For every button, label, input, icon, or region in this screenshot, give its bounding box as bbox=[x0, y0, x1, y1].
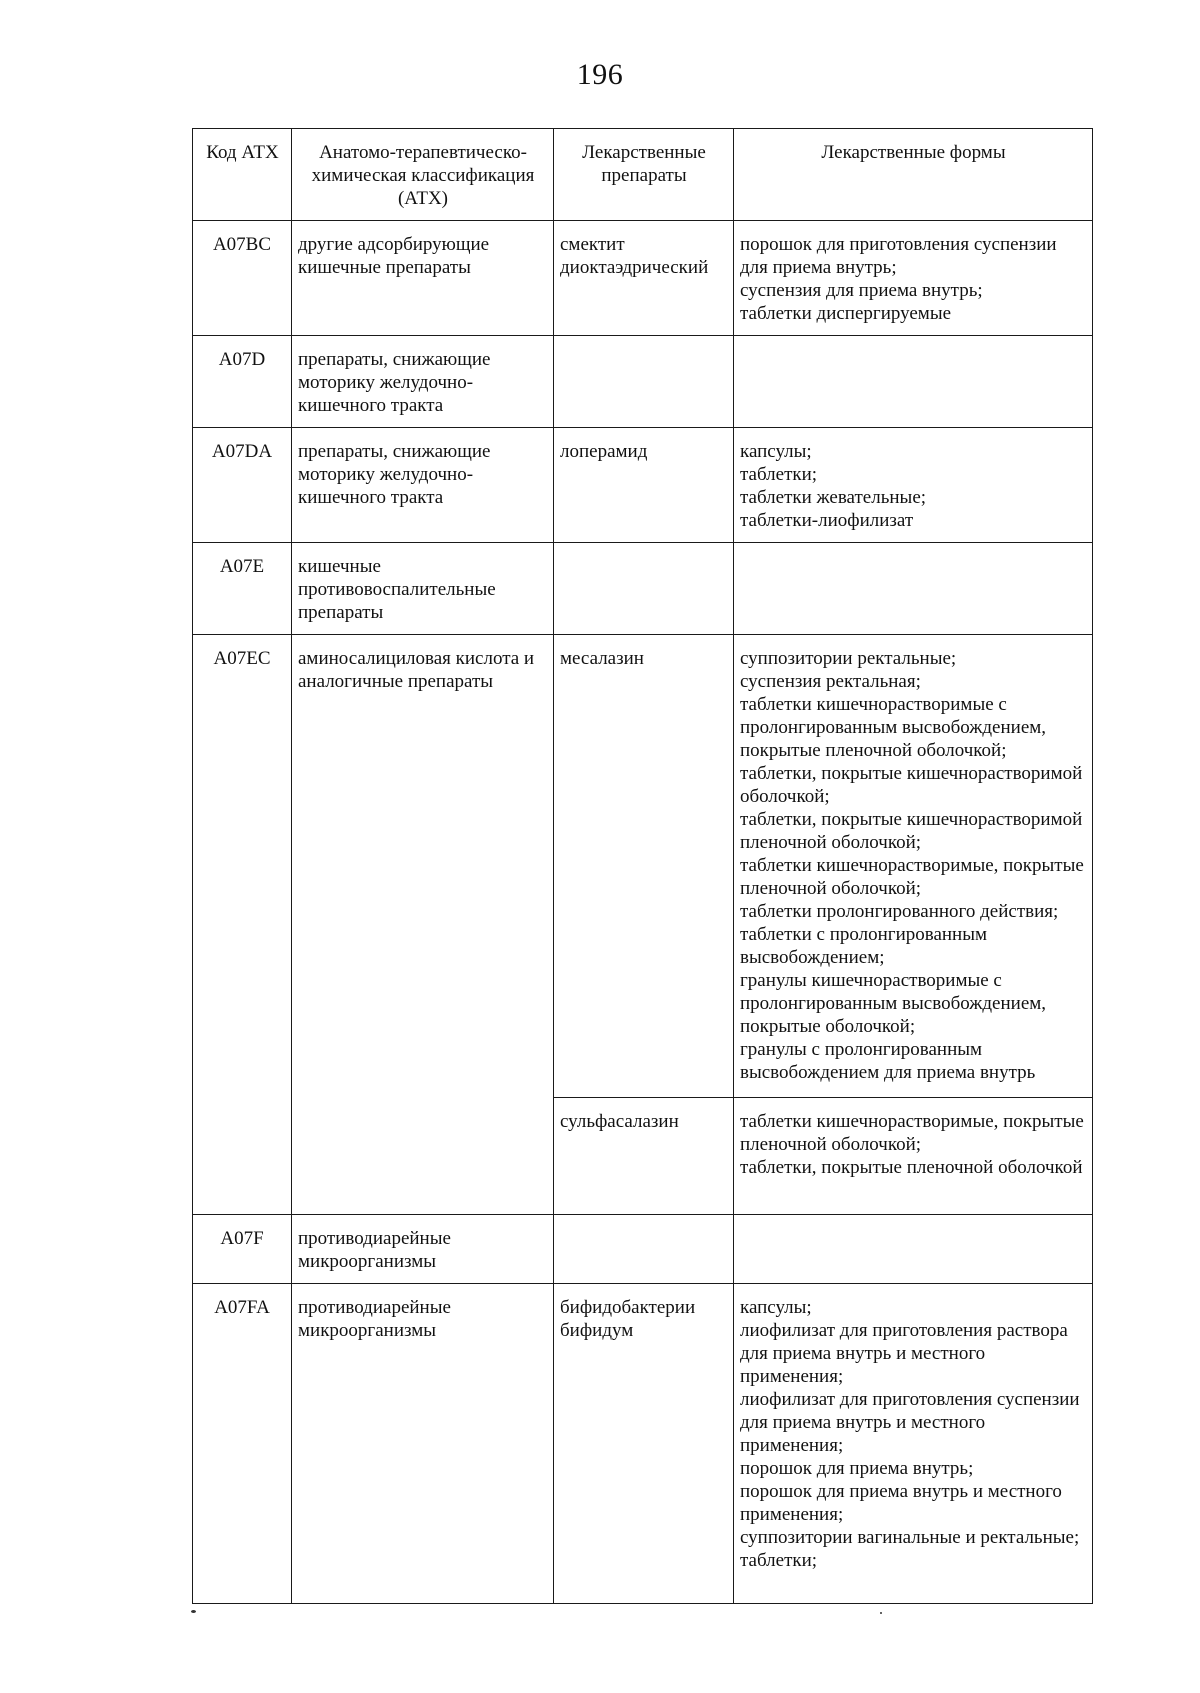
classification-cell: другие адсорбирующие кишечные препараты bbox=[292, 221, 554, 336]
dosage-form-item: суспензия для приема внутрь; bbox=[740, 280, 983, 301]
table-header bbox=[193, 129, 1093, 221]
classification-cell: противодиарейные микроорганизмы bbox=[292, 1215, 554, 1284]
drug-cell: сульфасалазин bbox=[554, 1098, 734, 1215]
dosage-form-item: таблетки жевательные; bbox=[740, 487, 927, 508]
atc-code-cell: A07D bbox=[193, 336, 292, 428]
dosage-form-item: суппозитории ректальные; bbox=[740, 648, 957, 669]
header-classification: Анатомо-терапевтическо-химическая классификация (АТХ) bbox=[292, 129, 554, 221]
dosage-form-item: гранулы с пролонгированным высвобождением для приема внутрь bbox=[740, 1039, 1036, 1083]
dosage-form-item: таблетки, покрытые кишечнорастворимой оболочкой; bbox=[740, 763, 1083, 807]
dosage-form-item: таблетки пролонгированного действия; bbox=[740, 901, 1059, 922]
dosage-forms-cell bbox=[734, 336, 1093, 428]
classification-cell: препараты, снижающие моторику желудочно-кишечного тракта bbox=[292, 336, 554, 428]
atc-code-cell: A07E bbox=[193, 543, 292, 635]
dosage-form-item: таблетки, покрытые кишечнорастворимой пленочной оболочкой; bbox=[740, 809, 1083, 853]
dosage-form-item: таблетки диспергируемые bbox=[740, 303, 952, 324]
dosage-form-item: порошок для приема внутрь; bbox=[740, 1458, 974, 1479]
atc-code-cell: A07BC bbox=[193, 221, 292, 336]
header-dosage-forms: Лекарственные формы bbox=[734, 129, 1093, 221]
table-body bbox=[193, 221, 1093, 1604]
dosage-form-item: таблетки-лиофилизат bbox=[740, 510, 914, 531]
header-row bbox=[193, 129, 1093, 221]
scan-speck bbox=[191, 1610, 196, 1613]
dosage-forms-cell bbox=[734, 635, 1093, 1098]
classification-cell: кишечные противовоспалительные препараты bbox=[292, 543, 554, 635]
classification-cell: аминосалициловая кислота и аналогичные препараты bbox=[292, 635, 554, 1215]
header-drugs: Лекарственные препараты bbox=[554, 129, 734, 221]
scan-speck bbox=[880, 1612, 882, 1614]
table-row bbox=[193, 1215, 1093, 1284]
drug-cell: месалазин bbox=[554, 635, 734, 1098]
table-row bbox=[193, 1284, 1093, 1604]
atc-code-cell: A07DA bbox=[193, 428, 292, 543]
drug-cell bbox=[554, 543, 734, 635]
atc-drug-table bbox=[192, 128, 1093, 1604]
drug-cell bbox=[554, 1215, 734, 1284]
page-number: 196 bbox=[576, 58, 624, 91]
drug-cell: лоперамид bbox=[554, 428, 734, 543]
dosage-form-item: лиофилизат для приготовления суспензии для приема внутрь и местного применения; bbox=[740, 1389, 1080, 1456]
atc-code-cell: A07FA bbox=[193, 1284, 292, 1604]
dosage-form-item: капсулы; bbox=[740, 1297, 812, 1318]
drug-cell: смектит диоктаэдрический bbox=[554, 221, 734, 336]
dosage-forms-cell bbox=[734, 1098, 1093, 1215]
dosage-form-item: лиофилизат для приготовления раствора для приема внутрь и местного применения; bbox=[740, 1320, 1068, 1387]
dosage-form-item: суппозитории вагинальные и ректальные; bbox=[740, 1527, 1080, 1548]
dosage-form-item: порошок для приготовления суспензии для приема внутрь; bbox=[740, 234, 1057, 278]
atc-code-cell: A07F bbox=[193, 1215, 292, 1284]
drug-cell: бифидобактерии бифидум bbox=[554, 1284, 734, 1604]
dosage-forms-cell bbox=[734, 428, 1093, 543]
dosage-form-item: таблетки кишечнорастворимые, покрытые пленочной оболочкой; bbox=[740, 855, 1084, 899]
dosage-form-item: таблетки с пролонгированным высвобождением; bbox=[740, 924, 988, 968]
dosage-forms-cell bbox=[734, 1284, 1093, 1604]
classification-cell: препараты, снижающие моторику желудочно-кишечного тракта bbox=[292, 428, 554, 543]
dosage-form-item: таблетки; bbox=[740, 464, 818, 485]
classification-cell: противодиарейные микроорганизмы bbox=[292, 1284, 554, 1604]
dosage-form-item: суспензия ректальная; bbox=[740, 671, 921, 692]
atc-code-cell: A07EC bbox=[193, 635, 292, 1215]
dosage-form-item: таблетки, покрытые пленочной оболочкой bbox=[740, 1157, 1083, 1178]
dosage-form-item: порошок для приема внутрь и местного применения; bbox=[740, 1481, 1062, 1525]
table-row bbox=[193, 221, 1093, 336]
dosage-forms-cell bbox=[734, 221, 1093, 336]
dosage-forms-cell bbox=[734, 1215, 1093, 1284]
dosage-form-item: таблетки кишечнорастворимые, покрытые пленочной оболочкой; bbox=[740, 1111, 1084, 1155]
dosage-form-item: гранулы кишечнорастворимые с пролонгированным высвобождением, покрытые оболочкой; bbox=[740, 970, 1047, 1037]
table-row bbox=[193, 428, 1093, 543]
table-row bbox=[193, 336, 1093, 428]
drug-cell bbox=[554, 336, 734, 428]
header-atc-code: Код АТХ bbox=[193, 129, 292, 221]
dosage-forms-cell bbox=[734, 543, 1093, 635]
table-row bbox=[193, 635, 1093, 1098]
table-row bbox=[193, 543, 1093, 635]
dosage-form-item: таблетки; bbox=[740, 1550, 818, 1571]
dosage-form-item: таблетки кишечнорастворимые с пролонгированным высвобождением, покрытые пленочной оболочкой; bbox=[740, 694, 1047, 761]
dosage-form-item: капсулы; bbox=[740, 441, 812, 462]
